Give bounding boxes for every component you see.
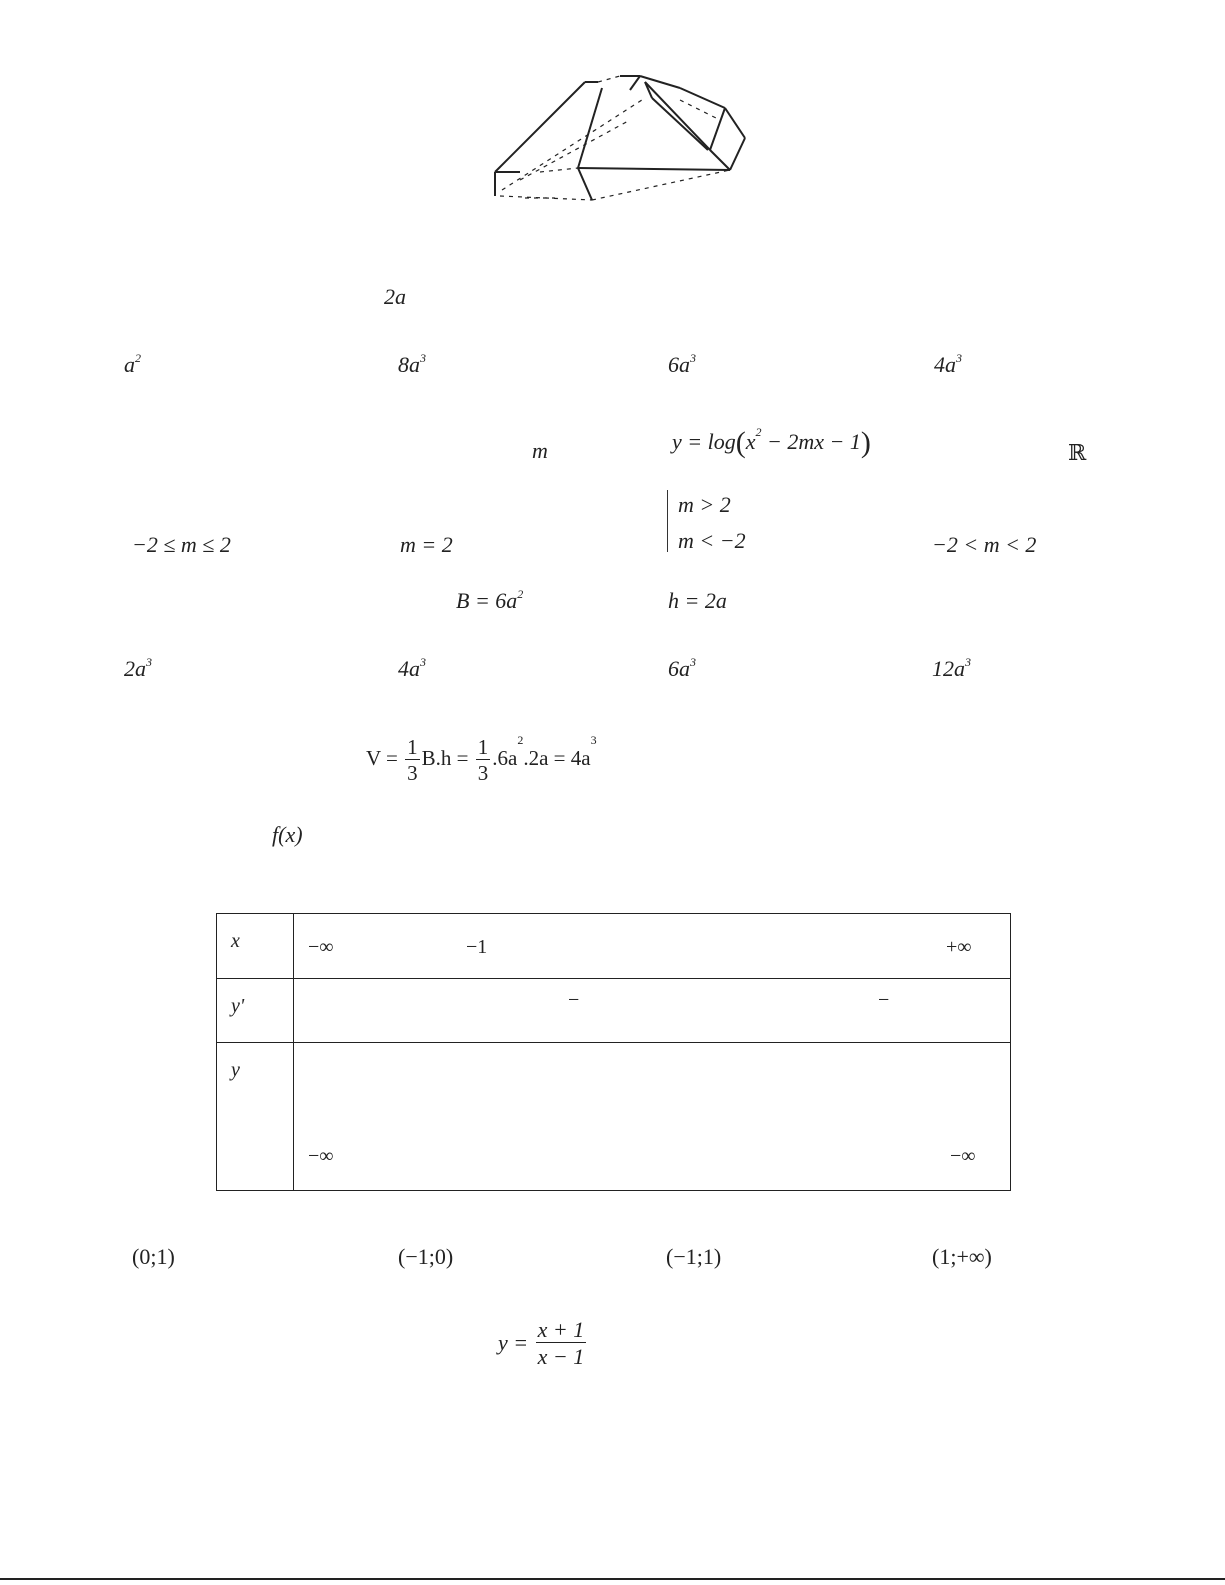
vt-y-right: −∞ (950, 1145, 976, 1167)
page-bottom-rule (0, 1578, 1225, 1580)
q3-solution-mid: B.h = (421, 745, 469, 770)
q1-option-c-base: 6a (668, 352, 690, 377)
q3-solution-tail2: .2a = 4a (523, 745, 591, 770)
vt-row-yp (294, 979, 1011, 1043)
q3-height: h = 2a (668, 588, 727, 613)
polyhedron-figure (480, 60, 770, 210)
q3-solution-exp3: 3 (590, 733, 597, 747)
vt-x-pos-inf: +∞ (946, 936, 972, 958)
q2-func-inner-b: − 2mx − 1 (767, 429, 861, 454)
vt-label-y: y (217, 1043, 294, 1191)
q5-lhs: y = (498, 1330, 529, 1356)
q1-option-a-base: a (124, 352, 135, 377)
q3-solution-tail: .6a (492, 745, 518, 770)
q3-option-b[interactable] (398, 655, 426, 681)
q1-option-b[interactable] (398, 351, 426, 377)
q3-option-a[interactable] (124, 655, 152, 681)
q3-solution-exp2: 2 (517, 733, 524, 747)
q3-base-area (456, 587, 524, 613)
vt-yp-sign-1: − (568, 989, 580, 1011)
q2-option-c-line1[interactable]: m > 2 (678, 492, 731, 517)
q5-numerator: x + 1 (537, 1317, 585, 1342)
vt-yp-sign-2: − (878, 989, 890, 1011)
q3-base-area-text: B = 6a (456, 588, 518, 613)
q3-option-d-exp: 3 (965, 655, 971, 669)
q1-option-d-base: 4a (934, 352, 956, 377)
q2-option-c-brace (667, 490, 668, 552)
vt-x-neg-inf: −∞ (308, 936, 334, 958)
q1-option-a[interactable] (124, 351, 141, 377)
vt-row-x (294, 914, 1011, 979)
vt-y-left: −∞ (308, 1145, 334, 1167)
q3-option-c-exp: 3 (690, 655, 696, 669)
q4-option-c[interactable]: (−1;1) (666, 1244, 722, 1269)
vt-x-neg-one: −1 (466, 936, 488, 958)
vt-label-x: x (217, 914, 294, 979)
q2-option-c-line2[interactable]: m < −2 (678, 528, 746, 553)
q4-option-b[interactable]: (−1;0) (398, 1244, 454, 1269)
q3-solution (366, 733, 597, 786)
q3-option-d-base: 12a (932, 656, 965, 681)
q2-param: m (532, 438, 548, 463)
q4-option-a[interactable]: (0;1) (132, 1244, 175, 1269)
q5-function (498, 1318, 588, 1368)
q1-option-b-base: 8a (398, 352, 420, 377)
q1-edge-value: 2a (384, 284, 406, 309)
q3-solution-frac2-den: 3 (477, 761, 489, 786)
q3-option-b-base: 4a (398, 656, 420, 681)
q3-option-b-exp: 3 (420, 655, 426, 669)
q2-real-set: ℝ (1068, 440, 1087, 465)
q3-option-a-exp: 3 (146, 655, 152, 669)
q3-option-a-base: 2a (124, 656, 146, 681)
q3-base-area-exp: 2 (517, 587, 524, 601)
q3-solution-frac2-num: 1 (477, 735, 489, 759)
q3-option-c-base: 6a (668, 656, 690, 681)
q2-func-inner-a: x (745, 429, 756, 454)
q2-function: $y = \log(x^2 - 2mx - 1)$ (672, 425, 871, 459)
q3-option-c[interactable] (668, 655, 696, 681)
q3-solution-frac1-den: 3 (407, 761, 418, 786)
q1-option-c[interactable] (668, 351, 696, 377)
q2-option-b[interactable]: m = 2 (400, 532, 453, 557)
q2-option-a[interactable]: −2 ≤ m ≤ 2 (132, 532, 231, 557)
q1-option-d[interactable] (934, 351, 962, 377)
vt-row-y (294, 1043, 1011, 1191)
q4-option-d[interactable]: (1;+∞) (932, 1244, 992, 1269)
vt-label-yp: y' (217, 979, 294, 1043)
q3-option-d[interactable] (932, 655, 971, 681)
q4-function: f(x) (272, 822, 303, 847)
variation-table (216, 913, 1011, 1191)
q2-func-lhs: y = log (672, 429, 736, 454)
q2-func-exp: 2 (755, 425, 762, 439)
q1-option-c-exp: 3 (690, 351, 696, 365)
q3-solution-lhs: V = (366, 745, 398, 770)
q1-option-b-exp: 3 (420, 351, 426, 365)
q1-option-d-exp: 3 (956, 351, 962, 365)
q5-denominator: x − 1 (537, 1344, 585, 1370)
q1-option-a-exp: 2 (135, 351, 141, 365)
q3-solution-frac1-num: 1 (407, 735, 418, 759)
q2-option-d[interactable]: −2 < m < 2 (932, 532, 1037, 557)
